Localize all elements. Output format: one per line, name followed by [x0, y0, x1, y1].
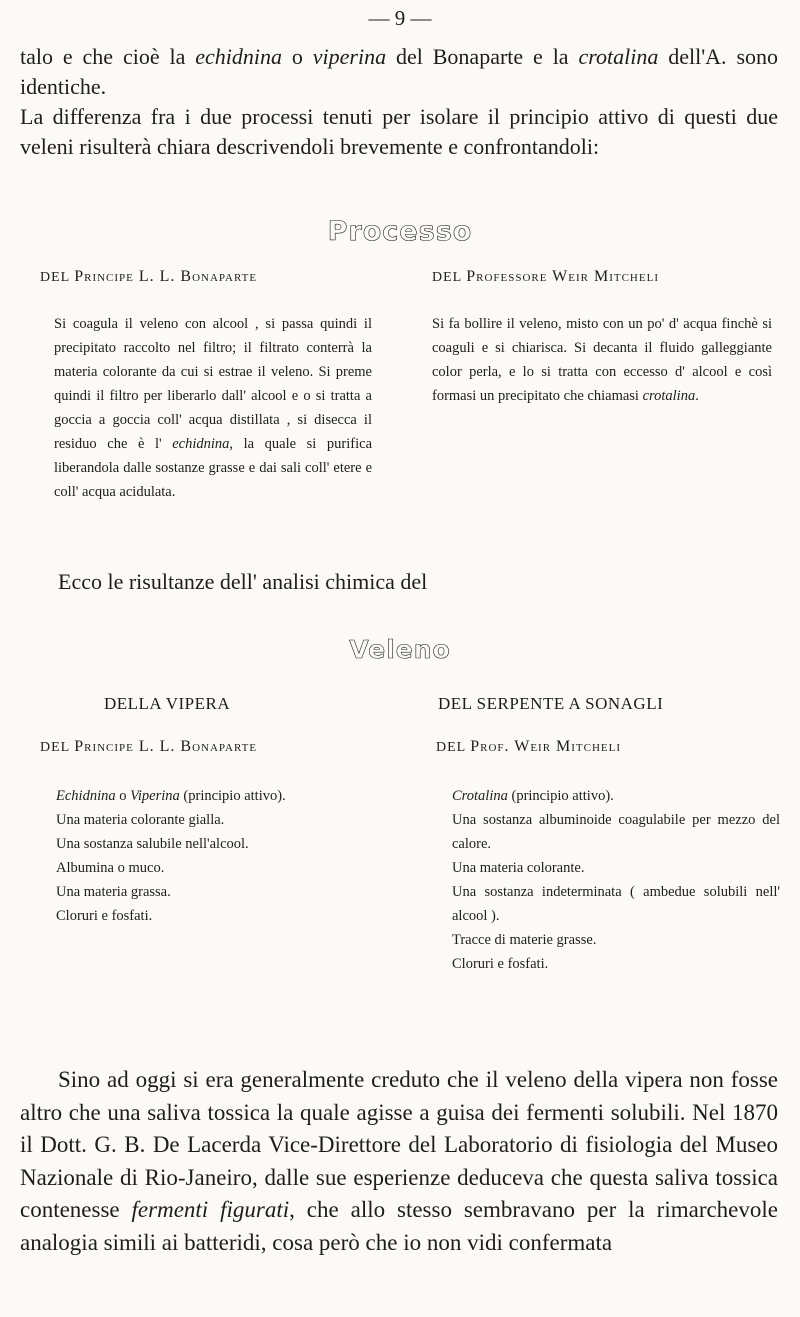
- veleno-right-first: Crotalina (principio attivo).: [452, 788, 614, 804]
- list-item: Una materia colorante gialla.: [56, 812, 225, 828]
- heading-veleno: Veleno: [349, 635, 451, 664]
- list-item: Una sostanza indeterminata ( ambedue solubili nell' alcool ).: [452, 884, 780, 924]
- processo-left-heading: DEL Principe L. L. Bonaparte: [40, 268, 258, 285]
- list-item: Albumina o muco.: [56, 860, 165, 876]
- page-number: — 9 —: [368, 6, 432, 30]
- list-item: Una materia colorante.: [452, 860, 585, 876]
- veleno-left-heading: DEL Principe L. L. Bonaparte: [40, 738, 258, 755]
- list-item: Cloruri e fosfati.: [452, 956, 549, 972]
- veleno-right-list: [452, 808, 780, 976]
- processo-left-text: Si coagula il veleno con alcool , si passa quindi il precipitato raccolto nel filtro; il filtrato conterrà la materia colorante da cui si estrae il veleno. Si preme quindi il filtro per liberarlo dall' alcool e o si tratta a goccia a goccia coll' acqua distillata , si disecca il residuo che è l' echidnina, la quale si purifica liberandola dalle sostanze grasse e dai sali coll' etere e coll' acqua acidulata.: [54, 316, 373, 500]
- veleno-right-title: DEL SERPENTE A SONAGLI: [438, 694, 664, 713]
- analysis-intro: Ecco le risultanze dell' analisi chimica del: [58, 569, 428, 594]
- list-item: Una sostanza salubile nell'alcool.: [56, 836, 249, 852]
- veleno-left-list: [56, 808, 376, 928]
- list-item: Cloruri e fosfati.: [56, 908, 153, 924]
- list-item: Tracce di materie grasse.: [452, 932, 597, 948]
- heading-processo: Processo: [327, 216, 473, 247]
- list-item: Una materia grassa.: [56, 884, 171, 900]
- intro-paragraph-2: La differenza fra i due processi tenuti per isolare il principio attivo di questi due veleni risulterà chiara descrivendoli brevemente e confrontandoli:: [20, 104, 778, 159]
- list-item: Una sostanza albuminoide coagulabile per mezzo del calore.: [452, 812, 780, 852]
- veleno-left-first: Echidnina o Viperina (principio attivo).: [56, 788, 286, 804]
- veleno-left-title: DELLA VIPERA: [104, 694, 231, 713]
- processo-right-heading: DEL Professore Weir Mitcheli: [432, 268, 659, 285]
- veleno-right-heading: DEL Prof. Weir Mitcheli: [436, 738, 622, 755]
- processo-right-text: Si fa bollire il veleno, misto con un po' d' acqua finchè si coaguli e si chiarisca. Si decanta il fluido galleggiante color perla, e lo si tratta con eccesso d' alcool e così formasi un precipitato che chiamasi crotalina.: [432, 316, 772, 404]
- closing-paragraph: Sino ad oggi si era generalmente creduto che il veleno della vipera non fosse altro che una saliva tossica la quale agisse a guisa dei fermenti solubili. Nel 1870 il Dott. G. B. De Lacerda Vice-Direttore del Laboratorio di fisiologia del Museo Nazionale di Rio-Janeiro, dalle sue esperienze deduceva che questa saliva tossica contenesse fermenti figurati, che allo stesso sembravano per la rimarchevole analogia simili ai batteridi, cosa però che io non vidi confermata: [20, 1067, 778, 1255]
- intro-paragraph-1: talo e che cioè la echidnina o viperina del Bonaparte e la crotalina dell'A. sono identiche.: [20, 44, 779, 99]
